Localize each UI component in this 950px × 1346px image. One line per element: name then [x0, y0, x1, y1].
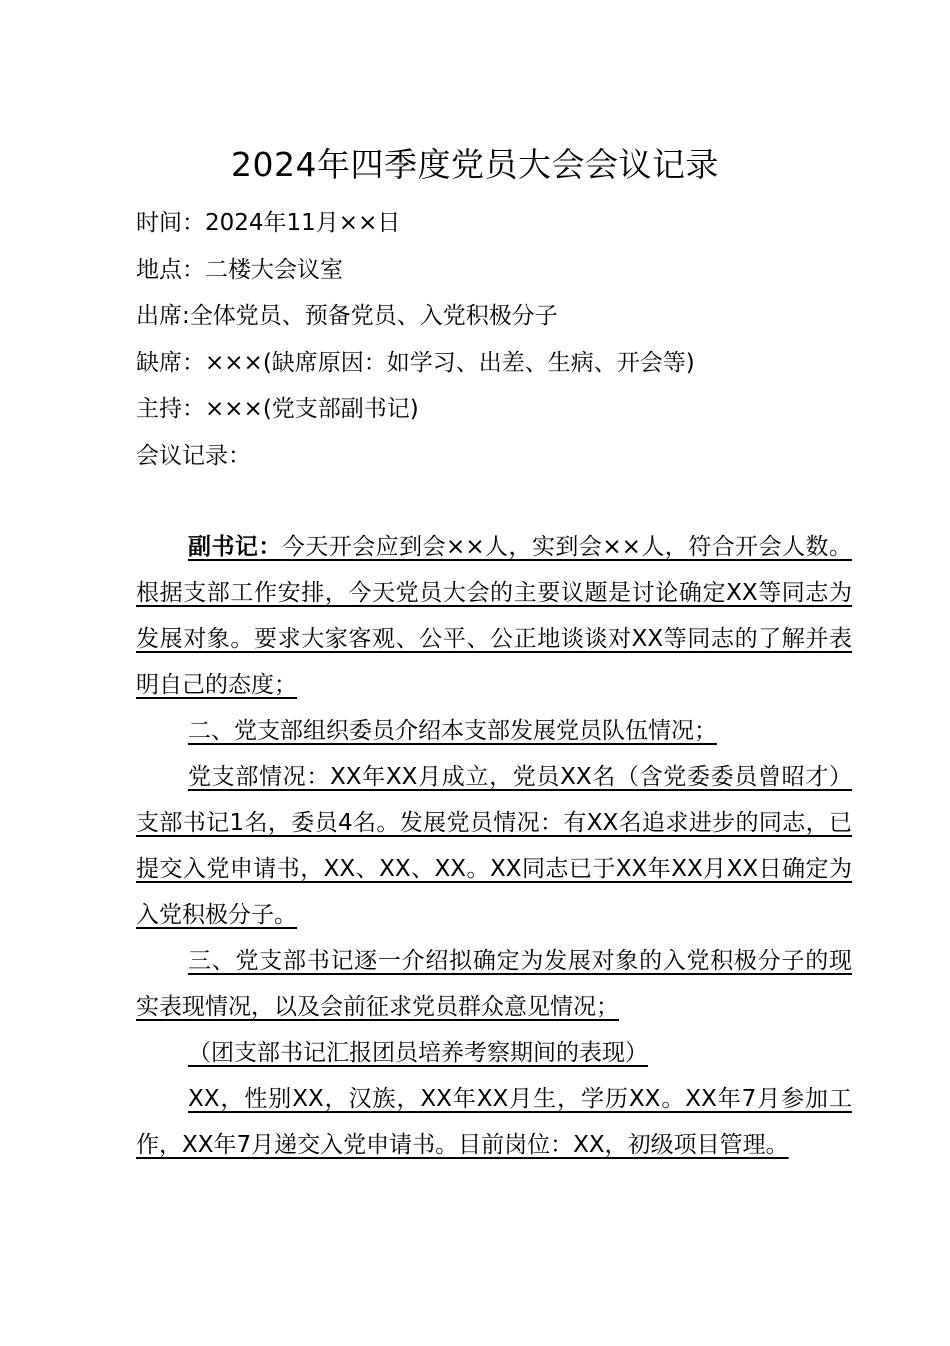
meeting-attendees: 出席:全体党员、预备党员、入党积极分子 [136, 303, 558, 329]
meeting-absent: 缺席：×××(缺席原因：如学习、出差、生病、开会等) [136, 349, 695, 376]
paragraph-text: 二、党支部组织委员介绍本支部发展党员队伍情况； [188, 718, 717, 744]
paragraph-opening [136, 524, 852, 708]
meeting-record-label: 会议记录： [136, 442, 251, 469]
meeting-record-body [136, 524, 852, 1168]
meeting-info [136, 200, 856, 479]
paragraph-candidate-profile [136, 1076, 852, 1168]
speaker-label: 副书记： [188, 534, 282, 560]
paragraph-text: 今天开会应到会××人，实到会××人，符合开会人数。根据支部工作安排，今天党员大会的主要议题是讨论确定XX等同志为发展对象。要求大家客观、公平、公正地谈谈对XX等同志的了解并表明自己的态度； [136, 534, 853, 698]
paragraph-text: 党支部情况：XX年XX月成立，党员XX名（含党委委员曾昭才）支部书记1名，委员4名。发展党员情况：有XX名追求进步的同志，已提交入党申请书，XX、XX、XX。XX同志已于XX年XX月XX日确定为入党积极分子。 [136, 764, 852, 928]
paragraph-text: XX，性别XX，汉族，XX年XX月生，学历XX。XX年7月参加工作，XX年7月递交入党申请书。目前岗位：XX，初级项目管理。 [136, 1086, 852, 1158]
meeting-time: 时间：2024年11月××日 [136, 210, 401, 236]
meeting-place: 地点：二楼大会议室 [136, 256, 343, 283]
meeting-host: 主持：×××(党支部副书记) [136, 396, 419, 422]
paragraph-item-two [136, 708, 852, 754]
paragraph-text: 三、党支部书记逐一介绍拟确定为发展对象的入党积极分子的现实表现情况，以及会前征求党员群众意见情况； [136, 948, 852, 1020]
document-title: 2024年四季度党员大会会议记录 [231, 145, 719, 184]
paragraph-item-three [136, 938, 852, 1030]
paragraph-text: （团支部书记汇报团员培养考察期间的表现） [188, 1040, 648, 1066]
paragraph-branch-status [136, 754, 852, 938]
paragraph-league-note [136, 1030, 852, 1076]
